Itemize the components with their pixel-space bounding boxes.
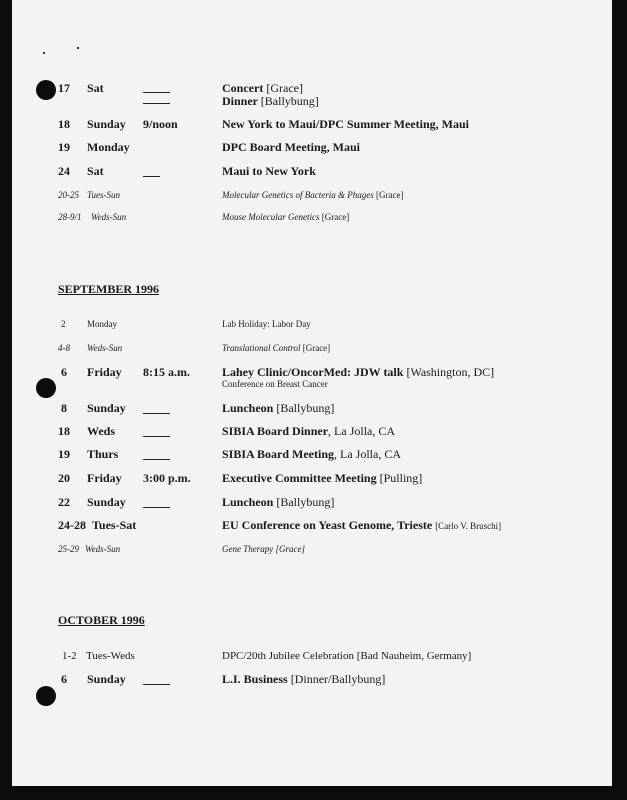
entry-dow: Sunday	[87, 401, 126, 415]
entry-title: Lab Holiday: Labor Day	[222, 319, 311, 329]
entry-day: 2	[61, 319, 66, 329]
speck-mark	[43, 52, 45, 54]
entry-day: 18	[58, 424, 70, 438]
entry-day: 19	[58, 140, 70, 154]
entry-dow: Sat	[87, 81, 104, 95]
entry-dow: Tues-Sat	[92, 518, 137, 532]
month-heading: SEPTEMBER 1996	[58, 282, 160, 296]
entry-day: 20-25	[58, 190, 79, 200]
entry-dow: Tues-Sun	[87, 190, 121, 200]
entry-time: 3:00 p.m.	[143, 471, 191, 485]
punch-hole	[36, 80, 56, 100]
entry-title: Molecular Genetics of Bacteria & Phages [Grace]	[222, 190, 404, 200]
time-blank	[143, 436, 170, 437]
entry-subtitle: Conference on Breast Cancer	[222, 379, 328, 389]
time-blank	[143, 684, 170, 685]
entry-day: 24-28	[58, 518, 86, 532]
punch-hole	[36, 686, 56, 706]
entry-day: 8	[61, 401, 67, 415]
document-page	[12, 0, 612, 786]
entry-day: 6	[61, 365, 67, 379]
entry-day: 24	[58, 164, 70, 178]
entry-time: 8:15 a.m.	[143, 365, 190, 379]
entry-dow: Weds-Sun	[85, 544, 121, 554]
entry-dow: Friday	[87, 471, 122, 485]
time-blank	[143, 413, 170, 414]
time-blank	[143, 176, 160, 177]
entry-dow: Tues-Weds	[86, 650, 135, 662]
entry-dow: Sat	[87, 164, 104, 178]
entry-title: DPC Board Meeting, Maui	[222, 140, 360, 154]
entry-title: New York to Maui/DPC Summer Meeting, Maui	[222, 117, 469, 131]
entry-dow: Weds-Sun	[87, 343, 123, 353]
entry-title: Mouse Molecular Genetics [Grace]	[222, 212, 350, 222]
entry-dow: Sunday	[87, 495, 126, 509]
entry-dow: Sunday	[87, 672, 126, 686]
entry-day: 17	[58, 81, 70, 95]
entry-day: 19	[58, 447, 70, 461]
entry-day: 1-2	[62, 650, 77, 662]
entry-time: 9/noon	[143, 117, 178, 131]
entry-dow: Friday	[87, 365, 122, 379]
entry-day: 4-8	[58, 343, 70, 353]
entry-day: 6	[61, 672, 67, 686]
entry-day: 20	[58, 471, 70, 485]
entry-day: 18	[58, 117, 70, 131]
month-heading: OCTOBER 1996	[58, 613, 145, 627]
entry-dow: Monday	[87, 140, 130, 154]
entry-title: Lahey Clinic/OncorMed: JDW talk [Washington, DC]	[222, 365, 495, 379]
entry-title: L.I. Business [Dinner/Ballybung]	[222, 672, 386, 686]
entry-title: Translational Control [Grace]	[222, 343, 331, 353]
entry-title: SIBIA Board Dinner, La Jolla, CA	[222, 424, 396, 438]
entry-dow: Thurs	[87, 447, 119, 461]
entry-title: Maui to New York	[222, 164, 316, 178]
entry-day: 25-29	[58, 544, 79, 554]
punch-hole	[36, 378, 56, 398]
entry-title: Luncheon [Ballybung]	[222, 401, 335, 415]
time-blank	[143, 507, 170, 508]
entry-dow: Sunday	[87, 117, 126, 131]
entry-title: Executive Committee Meeting [Pulling]	[222, 471, 423, 485]
time-blank	[143, 92, 170, 93]
speck-mark	[77, 47, 79, 49]
entry-day: 22	[58, 495, 70, 509]
entry-title: Luncheon [Ballybung]	[222, 495, 335, 509]
entry-title: Dinner [Ballybung]	[222, 94, 319, 108]
time-blank	[143, 459, 170, 460]
entry-dow: Monday	[87, 319, 117, 329]
entry-title: Gene Therapy [Grace]	[222, 544, 305, 554]
entry-title: Concert [Grace]	[222, 81, 303, 95]
entry-title: EU Conference on Yeast Genome, Trieste [Carlo V. Bruschi]	[222, 518, 502, 532]
time-blank	[143, 103, 170, 104]
entry-day: 28-9/1	[58, 212, 82, 222]
entry-title: SIBIA Board Meeting, La Jolla, CA	[222, 447, 402, 461]
entry-dow: Weds-Sun	[91, 212, 127, 222]
entry-dow: Weds	[87, 424, 116, 438]
entry-title: DPC/20th Jubilee Celebration [Bad Nauheim, Germany]	[222, 650, 472, 662]
